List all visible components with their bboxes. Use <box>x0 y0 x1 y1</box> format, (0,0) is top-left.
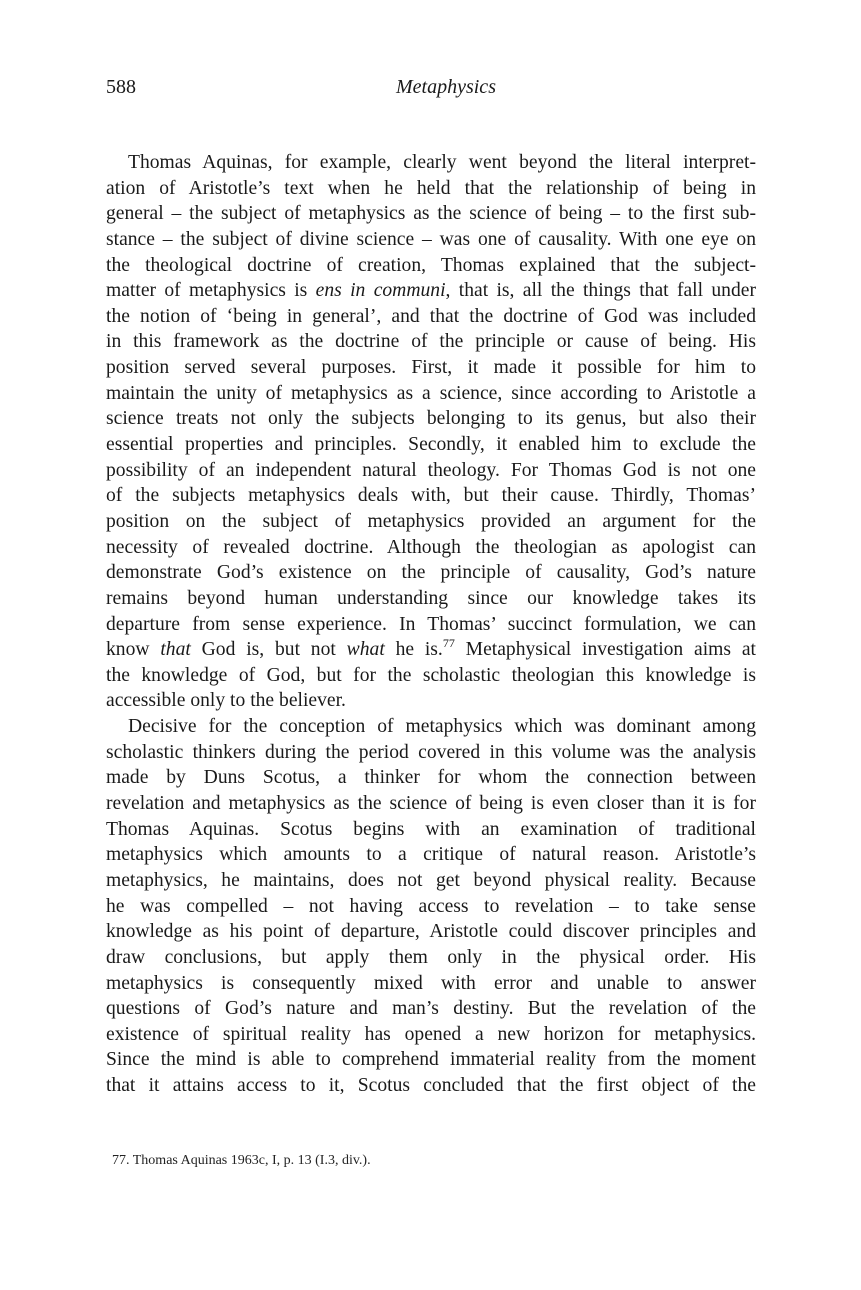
text-run: accessible only to the believer. <box>106 690 346 712</box>
text-line <box>106 432 756 458</box>
text-run: the theological doctrine of creation, Thomas explained that the subject- <box>106 254 756 276</box>
text-run: Decisive for the conception of metaphysics which was dominant among <box>128 716 756 738</box>
text-run: departure from sense experience. In Thomas’ succinct formulation, we can <box>106 613 756 635</box>
text-run: questions of God’s nature and man’s destiny. But the revelation of the <box>106 998 756 1020</box>
text-run: knowledge as his point of departure, Aristotle could discover principles and <box>106 921 756 943</box>
text-run: position on the subject of metaphysics provided an argument for the <box>106 510 756 532</box>
text-run: scholastic thinkers during the period covered in this volume was the analysis <box>106 741 756 763</box>
text-run: ation of Aristotle’s text when he held that the relationship of being in <box>106 177 756 199</box>
text-line <box>106 458 756 484</box>
text-line <box>106 663 756 689</box>
italic-text: that <box>160 639 191 661</box>
italic-text: what <box>346 639 385 661</box>
text-line <box>106 919 756 945</box>
text-line <box>106 714 756 740</box>
body-text <box>106 150 756 1099</box>
text-line <box>106 1073 756 1099</box>
text-line <box>106 945 756 971</box>
text-line <box>106 894 756 920</box>
text-run: maintain the unity of metaphysics as a science, since according to Aristotle a <box>106 382 756 404</box>
text-line <box>106 842 756 868</box>
text-run: , that is, all the things that fall under <box>445 280 757 302</box>
text-line <box>106 227 756 253</box>
text-line <box>106 1022 756 1048</box>
text-line <box>106 253 756 279</box>
text-run: necessity of revealed doctrine. Although the theologian as apologist can <box>106 536 756 558</box>
running-title: Metaphysics <box>396 76 496 98</box>
text-run: he is. <box>384 639 443 661</box>
text-line <box>106 560 756 586</box>
text-line <box>106 586 756 612</box>
text-run: general – the subject of metaphysics as the science of being – to the first sub- <box>106 203 756 225</box>
text-run: of the subjects metaphysics deals with, but their cause. Thirdly, Thomas’ <box>106 485 756 507</box>
running-head <box>106 73 756 101</box>
text-line <box>106 688 756 714</box>
text-run: remains beyond human understanding since our knowledge takes its <box>106 587 756 609</box>
text-run: Metaphysical investigation aims at <box>454 639 756 661</box>
text-run: metaphysics is consequently mixed with error and unable to answer <box>106 972 756 994</box>
text-line <box>106 1047 756 1073</box>
text-line <box>106 509 756 535</box>
text-line <box>106 483 756 509</box>
text-run: position served several purposes. First, it made it possible for him to <box>106 357 756 379</box>
text-run: existence of spiritual reality has opened a new horizon for metaphysics. <box>106 1023 756 1045</box>
text-line <box>106 740 756 766</box>
text-run: the knowledge of God, but for the scholastic theologian this knowledge is <box>106 664 756 686</box>
text-run: stance – the subject of divine science – was one of causality. With one eye on <box>106 228 756 250</box>
footnote-text: Thomas Aquinas 1963c, I, p. 13 (I.3, div.). <box>132 1153 371 1168</box>
text-run: essential properties and principles. Secondly, it enabled him to exclude the <box>106 434 756 456</box>
footnote <box>112 1151 752 1171</box>
text-run: matter of metaphysics is <box>106 280 316 302</box>
text-line <box>106 201 756 227</box>
text-run: the notion of ‘being in general’, and that the doctrine of God was included <box>106 305 756 327</box>
text-run: he was compelled – not having access to revelation – to take sense <box>106 895 756 917</box>
text-line <box>106 535 756 561</box>
text-run: possibility of an independent natural theology. For Thomas God is not one <box>106 459 756 481</box>
text-run: Since the mind is able to comprehend immaterial reality from the moment <box>106 1049 756 1071</box>
text-line <box>106 765 756 791</box>
text-line <box>106 381 756 407</box>
text-line <box>106 355 756 381</box>
text-run: Thomas Aquinas. Scotus begins with an examination of traditional <box>106 818 756 840</box>
text-line <box>106 637 756 663</box>
text-line <box>106 278 756 304</box>
text-line <box>106 996 756 1022</box>
text-line <box>106 304 756 330</box>
text-run: science treats not only the subjects belonging to its genus, but also their <box>106 408 756 430</box>
text-line <box>106 868 756 894</box>
text-run: draw conclusions, but apply them only in the physical order. His <box>106 946 756 968</box>
text-run: made by Duns Scotus, a thinker for whom the connection between <box>106 767 756 789</box>
text-run: God is, but not <box>190 639 347 661</box>
page-number: 588 <box>106 76 136 98</box>
footnote-reference: 77 <box>442 636 455 651</box>
text-line <box>106 612 756 638</box>
text-line <box>106 406 756 432</box>
text-run: that it attains access to it, Scotus concluded that the first object of the <box>106 1075 756 1097</box>
text-run: demonstrate God’s existence on the principle of causality, God’s nature <box>106 562 756 584</box>
text-line <box>106 329 756 355</box>
text-line <box>106 150 756 176</box>
text-run: know <box>106 639 161 661</box>
text-run: metaphysics which amounts to a critique of natural reason. Aristotle’s <box>106 844 756 866</box>
text-run: revelation and metaphysics as the science of being is even closer than it is for <box>106 793 756 815</box>
italic-text: ens in communi <box>315 280 446 302</box>
text-run: metaphysics, he maintains, does not get beyond physical reality. Because <box>106 869 756 891</box>
text-line <box>106 971 756 997</box>
text-line <box>106 817 756 843</box>
text-line <box>106 176 756 202</box>
text-run: Thomas Aquinas, for example, clearly went beyond the literal interpret- <box>128 152 756 173</box>
footnote-number: 77. <box>112 1153 130 1168</box>
text-line <box>106 791 756 817</box>
text-run: in this framework as the doctrine of the principle or cause of being. His <box>106 331 756 353</box>
